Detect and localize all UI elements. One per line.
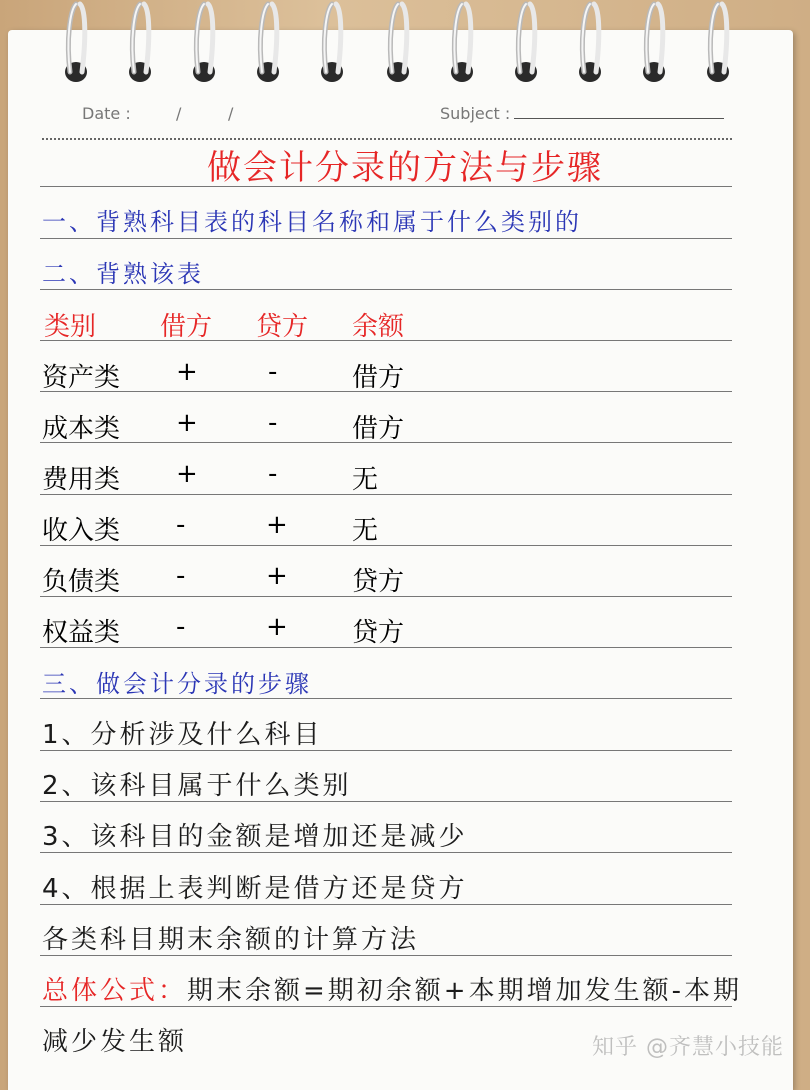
row-debit: + xyxy=(176,357,198,387)
subject-label: Subject : xyxy=(440,104,511,123)
spiral-ring xyxy=(378,0,414,100)
row-debit: - xyxy=(176,561,186,591)
row-category: 费用类 xyxy=(42,465,121,495)
row-credit: - xyxy=(268,357,278,387)
row-credit: - xyxy=(268,459,278,489)
row-category: 资产类 xyxy=(42,363,121,393)
page-title: 做会计分录的方法与步骤 xyxy=(207,148,603,188)
row-balance: 借方 xyxy=(352,414,405,444)
spiral-ring xyxy=(120,0,156,100)
spiral-ring xyxy=(698,0,734,100)
date-separator: / xyxy=(176,104,182,123)
step-item: 4、根据上表判断是借方还是贷方 xyxy=(42,874,468,904)
row-credit: + xyxy=(266,510,288,540)
row-debit: + xyxy=(176,408,198,438)
spiral-ring xyxy=(442,0,478,100)
date-separator: / xyxy=(228,104,234,123)
row-category: 权益类 xyxy=(42,618,121,648)
ruled-line xyxy=(40,545,732,546)
calc-title: 各类科目期末余额的计算方法 xyxy=(42,925,420,955)
table-header-debit: 借方 xyxy=(160,312,213,342)
spiral-ring xyxy=(312,0,348,100)
subject-rule xyxy=(514,118,724,119)
table-header-balance: 余额 xyxy=(352,312,405,342)
row-balance: 贷方 xyxy=(352,567,405,597)
row-debit: - xyxy=(176,510,186,540)
ruled-line xyxy=(40,494,732,495)
step-item: 2、该科目属于什么类别 xyxy=(42,771,352,801)
ruled-line xyxy=(40,238,732,239)
row-balance: 无 xyxy=(352,516,379,546)
ruled-line xyxy=(40,186,732,187)
step-item: 1、分析涉及什么科目 xyxy=(42,720,323,750)
spiral-ring xyxy=(506,0,542,100)
row-category: 负债类 xyxy=(42,567,121,597)
row-credit: - xyxy=(268,408,278,438)
spiral-ring xyxy=(56,0,92,100)
spiral-ring xyxy=(570,0,606,100)
ruled-line xyxy=(40,289,732,290)
row-category: 成本类 xyxy=(42,414,121,444)
spiral-ring xyxy=(184,0,220,100)
table-header-credit: 贷方 xyxy=(256,312,309,342)
formula-text: 期末余额=期初余额+本期增加发生额-本期 xyxy=(187,976,742,1006)
formula-label: 总体公式： xyxy=(42,976,188,1006)
row-category: 收入类 xyxy=(42,516,121,546)
formula-line xyxy=(42,970,742,1007)
watermark: 知乎 @齐慧小技能 xyxy=(592,1035,784,1060)
row-debit: - xyxy=(176,612,186,642)
row-credit: + xyxy=(266,612,288,642)
table-header-category: 类别 xyxy=(44,312,97,342)
date-label: Date : xyxy=(82,104,131,123)
row-balance: 借方 xyxy=(352,363,405,393)
row-balance: 贷方 xyxy=(352,618,405,648)
step-item: 3、该科目的金额是增加还是减少 xyxy=(42,822,468,852)
section-heading: 一、背熟科目表的科目名称和属于什么类别的 xyxy=(42,208,582,236)
row-debit: + xyxy=(176,459,198,489)
row-credit: + xyxy=(266,561,288,591)
spiral-ring xyxy=(248,0,284,100)
spiral-ring xyxy=(634,0,670,100)
section-heading: 二、背熟该表 xyxy=(42,260,204,288)
row-balance: 无 xyxy=(352,465,379,495)
formula-continuation: 减少发生额 xyxy=(42,1027,188,1057)
section-heading: 三、做会计分录的步骤 xyxy=(42,670,312,698)
